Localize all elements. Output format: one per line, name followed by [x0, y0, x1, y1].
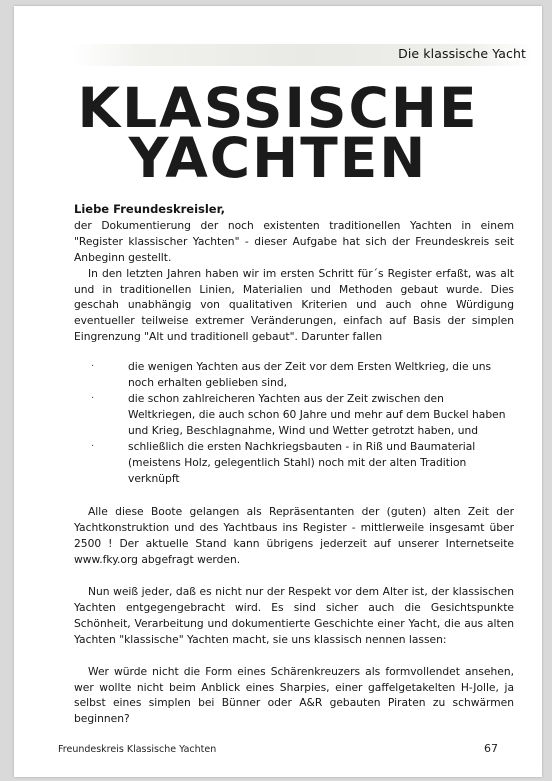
bullet-marker: ·: [91, 392, 95, 404]
paragraph-5: Wer würde nicht die Form eines Schärenkreuzers als formvollendet ansehen, wer wollte nicht beim Anblick eines Sharpies, einer gaffelgetakelten H-Jolle, ja selbst eines simplen bei Bünner oder A&R gebauten Piraten zu schwärmen beginnen?: [74, 664, 514, 726]
page-number: 67: [484, 742, 498, 755]
page-title-line-2: YACHTEN: [128, 126, 428, 190]
list-item: [74, 359, 514, 391]
list-item: [74, 439, 514, 487]
bullet-marker: ·: [91, 440, 95, 452]
paragraph-2: In den letzten Jahren haben wir im ersten Schritt für´s Register erfaßt, was alt und in traditionellen Linien, Materialien und Methoden gebaut wurde. Dies geschah unabhängig von qualitativen Kriterien und auch ohne Würdigung eventueller teilweise extremer Veränderungen, einfach auf Basis der simplen Eingrenzung "Alt und traditionell gebaut". Darunter fallen: [74, 266, 514, 344]
list-item: [74, 391, 514, 439]
running-header: Die klassische Yacht: [398, 46, 526, 61]
bullet-marker: ·: [91, 361, 95, 373]
bullet-list: [74, 359, 514, 486]
paragraph-1: der Dokumentierung der noch existenten traditionellen Yachten in einem "Register klassischer Yachten" - dieser Aufgabe hat sich der Freundeskreis seit Anbeginn gestellt.: [74, 218, 514, 264]
document-page: [14, 6, 542, 777]
greeting: Liebe Freundeskreisler,: [74, 202, 225, 216]
paragraph-4: Nun weiß jeder, daß es nicht nur der Respekt vor dem Alter ist, der klassischen Yachten entgegengebracht wird. Es sind sicher auch die Gesichtspunkte Schönheit, Verarbeitung und dokumentierte Geschichte einer Yacht, die aus alten Yachten "klassische" Yachten macht, sie uns klassisch nennen lassen:: [74, 585, 514, 646]
list-item-text: die wenigen Yachten aus der Zeit vor dem Ersten Weltkrieg, die uns noch erhalten geblieben sind,: [128, 360, 492, 390]
page-title-line-1: KLASSISCHE: [77, 76, 479, 140]
list-item-text: die schon zahlreicheren Yachten aus der Zeit zwischen den Weltkriegen, die auch schon 60 Jahre und mehr auf dem Buckel haben und Krieg, Beschlagnahme, Wind und Wetter getrotzt haben, und: [128, 391, 506, 437]
footer-publisher: Freundeskreis Klassische Yachten: [58, 744, 217, 755]
paragraph-3: Alle diese Boote gelangen als Repräsentanten der (guten) alten Zeit der Yachtkonstruktion und des Yachtbaus ins Register - mittlerweile insgesamt über 2500 ! Der aktuelle Stand kann übrigens jederzeit auf unserer Internetseite www.fky.org abgefragt werden.: [74, 505, 514, 567]
article-body: [74, 202, 514, 727]
list-item-text: schließlich die ersten Nachkriegsbauten - in Riß und Baumaterial (meistens Holz, gelegentlich Stahl) noch mit der alten Tradition verknüpft: [128, 439, 476, 485]
